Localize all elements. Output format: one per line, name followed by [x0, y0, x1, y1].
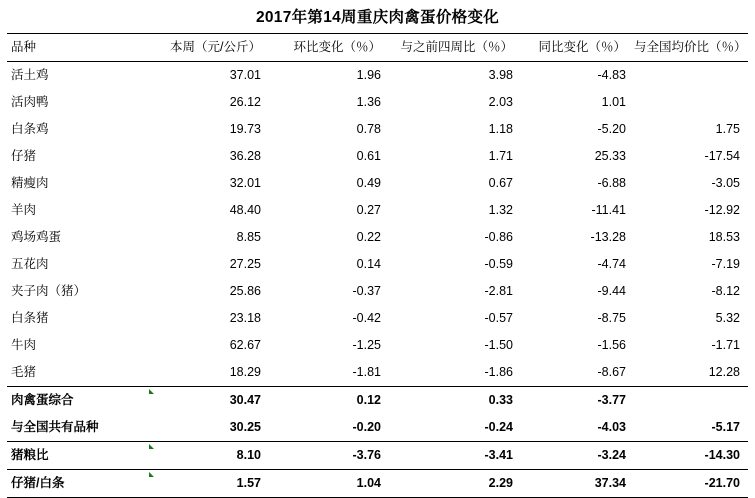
- cell-vs-national: [634, 89, 748, 116]
- cell-prev-four-weeks: 0.67: [488, 176, 513, 190]
- column-header-chain-change: 环比变化（％）: [269, 34, 389, 62]
- table-row: [7, 442, 748, 470]
- cell-vs-national: [634, 387, 748, 415]
- cell-yoy-change: -4.83: [597, 68, 626, 82]
- cell-variety: 活肉鸭: [11, 95, 49, 109]
- cell-yoy-change: -8.75: [597, 311, 626, 325]
- cell-vs-national: -14.30: [634, 442, 748, 470]
- cell-week-price: 18.29: [229, 365, 261, 379]
- table-row: [7, 143, 748, 170]
- cell-variety: 鸡场鸡蛋: [11, 230, 62, 244]
- cell-vs-national: 5.32: [715, 311, 740, 325]
- table-row: [7, 89, 748, 116]
- cell-yoy-change: 25.33: [594, 149, 626, 163]
- cell-prev-four-weeks: -0.86: [484, 230, 513, 244]
- table-header-row: [7, 34, 748, 62]
- cell-chain-change: -1.81: [352, 365, 381, 379]
- cell-chain-change: 0.61: [356, 149, 381, 163]
- cell-chain-change: 0.78: [356, 122, 381, 136]
- cell-chain-change: 0.22: [356, 230, 381, 244]
- cell-chain-change: -0.20: [352, 420, 381, 434]
- cell-yoy-change: 1.01: [601, 95, 626, 109]
- column-header-variety: 品种: [7, 34, 149, 62]
- cell-chain-change: 1.36: [356, 95, 381, 109]
- cell-vs-national: -17.54: [704, 149, 740, 163]
- cell-yoy-change: -6.88: [597, 176, 626, 190]
- table-row: [7, 197, 748, 224]
- table-row: [7, 414, 748, 442]
- cell-chain-change: 0.49: [356, 176, 381, 190]
- cell-yoy-change: -9.44: [597, 284, 626, 298]
- table-row: [7, 387, 748, 415]
- cell-variety: 猪粮比: [7, 442, 149, 470]
- cell-yoy-change: -4.03: [597, 420, 626, 434]
- cell-prev-four-weeks: 0.33: [389, 387, 521, 415]
- cell-vs-national: 12.28: [708, 365, 740, 379]
- table-row: [7, 170, 748, 197]
- cell-vs-national: -8.12: [711, 284, 740, 298]
- cell-variety: 牛肉: [11, 338, 37, 352]
- cell-prev-four-weeks: -0.57: [484, 311, 513, 325]
- column-header-week-price: 本周（元/公斤）: [149, 34, 269, 62]
- table-row: [7, 359, 748, 387]
- table-row: [7, 251, 748, 278]
- cell-variety: 白条猪: [11, 311, 49, 325]
- table-row: [7, 224, 748, 251]
- cell-week-price: 30.25: [229, 420, 261, 434]
- page-title: 2017年第14周重庆肉禽蛋价格变化: [255, 9, 500, 26]
- cell-variety: 肉禽蛋综合: [7, 387, 149, 415]
- cell-vs-national: [634, 62, 748, 90]
- cell-week-price: 36.28: [229, 149, 261, 163]
- cell-prev-four-weeks: -1.86: [484, 365, 513, 379]
- cell-yoy-change: 37.34: [521, 470, 634, 498]
- cell-vs-national: 1.75: [715, 122, 740, 136]
- column-header-yoy-change: 同比变化（％）: [521, 34, 634, 62]
- cell-variety: 毛猪: [11, 365, 37, 379]
- cell-yoy-change: -8.67: [597, 365, 626, 379]
- cell-chain-change: 0.27: [356, 203, 381, 217]
- cell-yoy-change: -13.28: [590, 230, 626, 244]
- cell-yoy-change: -5.20: [597, 122, 626, 136]
- cell-chain-change: -1.25: [352, 338, 381, 352]
- cell-vs-national: -12.92: [704, 203, 740, 217]
- price-table: [7, 33, 748, 498]
- cell-variety: 与全国共有品种: [11, 420, 99, 434]
- cell-prev-four-weeks: -0.24: [484, 420, 513, 434]
- cell-week-price: 8.85: [236, 230, 261, 244]
- cell-vs-national: -21.70: [634, 470, 748, 498]
- cell-week-price: 37.01: [229, 68, 261, 82]
- cell-vs-national: -5.17: [711, 420, 740, 434]
- table-row: [7, 116, 748, 143]
- cell-variety: 羊肉: [11, 203, 37, 217]
- cell-chain-change: 1.04: [269, 470, 389, 498]
- cell-variety: 活土鸡: [11, 68, 49, 82]
- cell-prev-four-weeks: -3.41: [389, 442, 521, 470]
- cell-vs-national: -1.71: [711, 338, 740, 352]
- table-header: [7, 34, 748, 62]
- cell-week-price: 32.01: [229, 176, 261, 190]
- cell-week-price: 27.25: [229, 257, 261, 271]
- cell-week-price: 25.86: [229, 284, 261, 298]
- cell-prev-four-weeks: 1.18: [488, 122, 513, 136]
- cell-chain-change: 1.96: [356, 68, 381, 82]
- cell-yoy-change: -3.24: [521, 442, 634, 470]
- cell-vs-national: 18.53: [708, 230, 740, 244]
- cell-week-price: 23.18: [229, 311, 261, 325]
- cell-chain-change: 0.14: [356, 257, 381, 271]
- cell-week-price: 19.73: [229, 122, 261, 136]
- cell-week-price: 48.40: [229, 203, 261, 217]
- cell-prev-four-weeks: -1.50: [484, 338, 513, 352]
- table-row: [7, 62, 748, 90]
- cell-yoy-change: -3.77: [521, 387, 634, 415]
- cell-variety: 夹子肉（猪）: [11, 284, 87, 298]
- cell-prev-four-weeks: -2.81: [484, 284, 513, 298]
- table-body: [7, 62, 748, 498]
- cell-week-price: 8.10: [149, 442, 269, 470]
- cell-week-price: 26.12: [229, 95, 261, 109]
- cell-variety: 仔猪: [11, 149, 37, 163]
- column-header-prev-four-weeks: 与之前四周比（％）: [389, 34, 521, 62]
- cell-variety: 仔猪/白条: [7, 470, 149, 498]
- column-header-vs-national: 与全国均价比（％）: [634, 34, 748, 62]
- cell-chain-change: -3.76: [269, 442, 389, 470]
- cell-variety: 五花肉: [11, 257, 49, 271]
- cell-chain-change: -0.42: [352, 311, 381, 325]
- cell-prev-four-weeks: 2.03: [488, 95, 513, 109]
- cell-yoy-change: -4.74: [597, 257, 626, 271]
- cell-vs-national: -7.19: [711, 257, 740, 271]
- cell-yoy-change: -1.56: [597, 338, 626, 352]
- table-row: [7, 470, 748, 498]
- cell-prev-four-weeks: 3.98: [488, 68, 513, 82]
- cell-week-price: 62.67: [229, 338, 261, 352]
- cell-week-price: 1.57: [149, 470, 269, 498]
- cell-variety: 白条鸡: [11, 122, 49, 136]
- cell-variety: 精瘦肉: [11, 176, 49, 190]
- cell-yoy-change: -11.41: [591, 203, 626, 217]
- table-row: [7, 278, 748, 305]
- cell-prev-four-weeks: 1.71: [488, 149, 513, 163]
- cell-chain-change: 0.12: [269, 387, 389, 415]
- cell-vs-national: -3.05: [711, 176, 740, 190]
- table-row: [7, 332, 748, 359]
- cell-prev-four-weeks: 1.32: [488, 203, 513, 217]
- cell-prev-four-weeks: 2.29: [389, 470, 521, 498]
- cell-week-price: 30.47: [149, 387, 269, 415]
- cell-prev-four-weeks: -0.59: [484, 257, 513, 271]
- cell-chain-change: -0.37: [352, 284, 381, 298]
- table-row: [7, 305, 748, 332]
